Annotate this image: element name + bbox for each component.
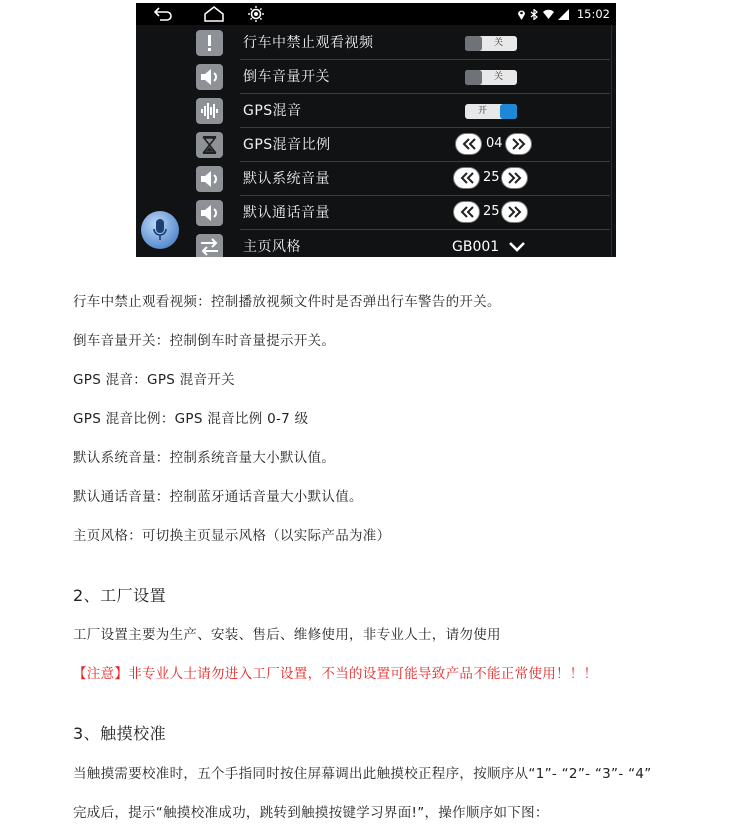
row-label: GPS混音 — [243, 103, 302, 119]
toggle-state: 开 — [478, 106, 488, 116]
hourglass-icon — [196, 132, 223, 158]
speaker-icon — [196, 166, 223, 192]
row-label: 行车中禁止观看视频 — [243, 35, 374, 51]
touch-description-1: 当触摸需要校准时，五个手指同时按住屏幕调出此触摸校正程序，按顺序从“1”- “2”- “3”- “4” — [73, 766, 652, 782]
desc-call-volume: 默认通话音量：控制蓝牙通话音量大小默认值。 — [73, 489, 363, 505]
status-time: 15:02 — [576, 7, 610, 21]
alert-icon — [196, 30, 223, 56]
bluetooth-icon — [530, 9, 539, 20]
speaker-icon — [196, 200, 223, 226]
location-icon — [517, 9, 526, 20]
row-label: 默认系统音量 — [243, 171, 330, 187]
stepper-value: 25 — [483, 204, 500, 219]
increase-button[interactable] — [505, 133, 532, 155]
heading-touch-calibration: 3、触摸校准 — [73, 724, 167, 743]
desc-home-style: 主页风格：可切换主页显示风格（以实际产品为准） — [73, 528, 391, 544]
desc-system-volume: 默认系统音量：控制系统音量大小默认值。 — [73, 450, 336, 466]
row-home-style[interactable] — [136, 230, 616, 257]
desc-no-video: 行车中禁止观看视频：控制播放视频文件时是否弹出行车警告的开关。 — [73, 294, 501, 310]
factory-description: 工厂设置主要为生产、安装、售后、维修使用，非专业人士，请勿使用 — [73, 627, 501, 643]
swap-icon — [196, 234, 223, 257]
back-icon[interactable] — [152, 6, 174, 22]
toggle-gps-mix[interactable] — [465, 104, 517, 119]
microphone-icon[interactable] — [141, 211, 179, 249]
settings-screenshot — [136, 3, 616, 257]
row-default-system-volume[interactable] — [136, 162, 616, 196]
heading-factory-settings: 2、工厂设置 — [73, 586, 167, 605]
toggle-knob — [500, 104, 517, 119]
toggle-reverse-volume[interactable] — [465, 70, 517, 85]
waveform-icon — [196, 98, 223, 124]
increase-button[interactable] — [501, 167, 528, 189]
chevron-down-icon[interactable] — [508, 240, 526, 254]
row-label: 默认通话音量 — [243, 205, 330, 221]
speaker-icon — [196, 64, 223, 90]
row-gps-mix[interactable] — [136, 94, 616, 128]
desc-gps-mix-ratio: GPS 混音比例：GPS 混音比例 0-7 级 — [73, 411, 309, 427]
row-gps-mix-ratio[interactable] — [136, 128, 616, 162]
status-bar — [136, 3, 616, 25]
decrease-button[interactable] — [455, 133, 482, 155]
row-label: GPS混音比例 — [243, 137, 331, 153]
home-icon[interactable] — [203, 6, 225, 22]
toggle-knob — [465, 70, 482, 85]
row-no-video-while-driving[interactable] — [136, 26, 616, 60]
row-label: 主页风格 — [243, 239, 301, 255]
stepper-value: 04 — [486, 136, 503, 151]
touch-description-2: 完成后，提示“触摸校准成功，跳转到触摸按键学习界面!”，操作顺序如下图： — [73, 805, 549, 821]
desc-gps-mix: GPS 混音：GPS 混音开关 — [73, 372, 235, 388]
signal-icon — [558, 9, 569, 20]
increase-button[interactable] — [501, 201, 528, 223]
brightness-icon[interactable] — [247, 6, 269, 22]
desc-reverse-volume: 倒车音量开关：控制倒车时音量提示开关。 — [73, 333, 336, 349]
home-style-value: GB001 — [452, 239, 500, 255]
row-reverse-volume[interactable] — [136, 60, 616, 94]
factory-warning: 【注意】非专业人士请勿进入工厂设置，不当的设置可能导致产品不能正常使用！！！ — [73, 666, 598, 682]
toggle-no-video[interactable] — [465, 36, 517, 51]
toggle-state: 关 — [494, 38, 504, 48]
decrease-button[interactable] — [453, 201, 480, 223]
toggle-knob — [465, 36, 482, 51]
row-default-call-volume[interactable] — [136, 196, 616, 230]
wifi-icon — [543, 9, 554, 20]
row-label: 倒车音量开关 — [243, 69, 330, 85]
stepper-value: 25 — [483, 170, 500, 185]
toggle-state: 关 — [494, 72, 504, 82]
decrease-button[interactable] — [453, 167, 480, 189]
